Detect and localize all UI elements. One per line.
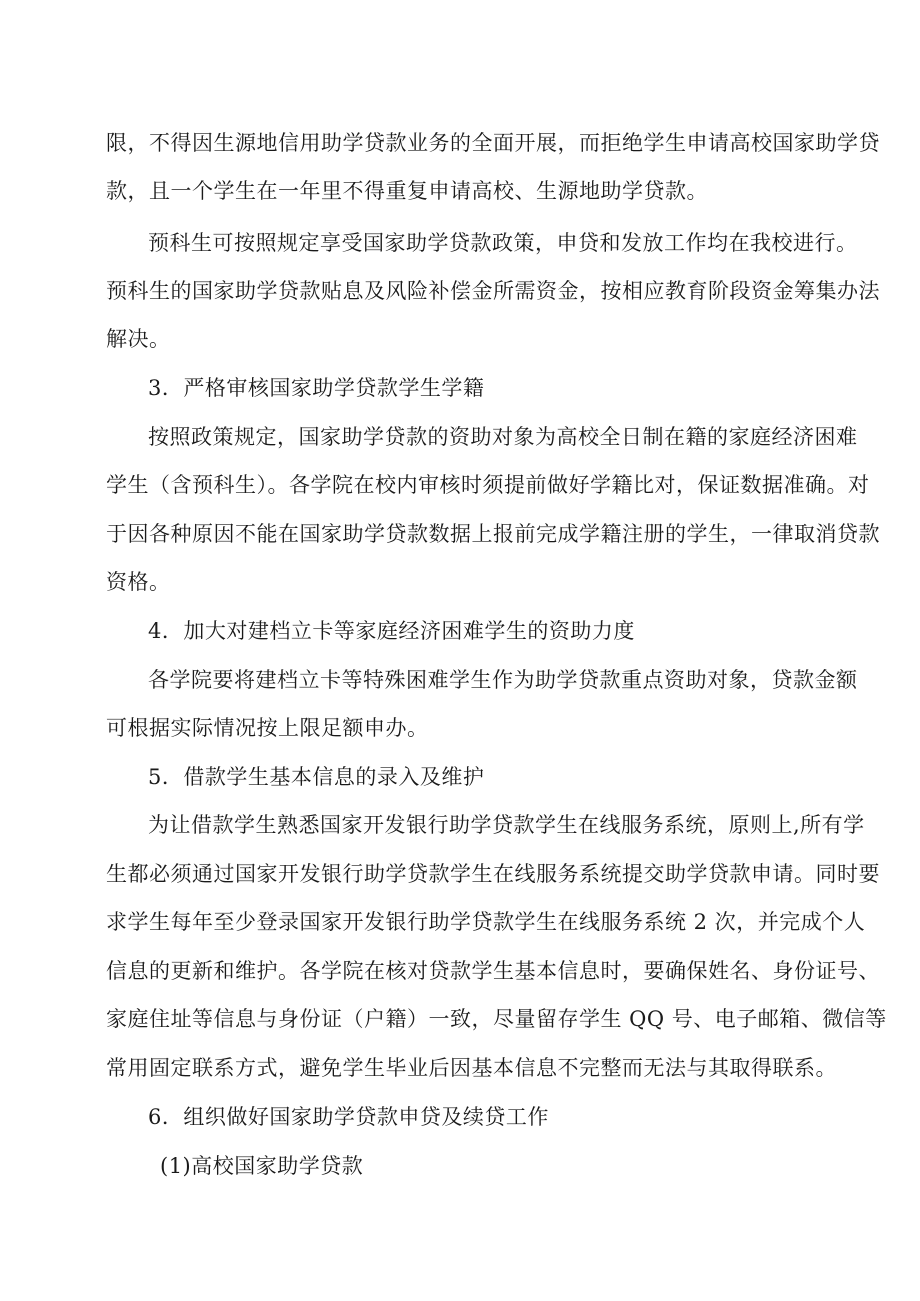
paragraph-line: 资格。: [106, 570, 171, 594]
paragraph-line: 预科生可按照规定享受国家助学贷款政策，申贷和发放工作均在我校进行。: [148, 231, 858, 255]
paragraph-line: 预科生的国家助学贷款贴息及风险补偿金所需资金，按相应教育阶段资金筹集办法: [106, 279, 880, 303]
subsection-heading: (1)高校国家助学贷款: [160, 1154, 364, 1178]
paragraph-line: 按照政策规定，国家助学贷款的资助对象为高校全日制在籍的家庭经济困难: [148, 425, 858, 449]
paragraph-line: 学生（含预科生）。各学院在校内审核时须提前做好学籍比对，保证数据准确。对: [106, 473, 870, 497]
section-heading-5: 5．借款学生基本信息的录入及维护: [148, 765, 485, 789]
section-heading-3: 3．严格审核国家助学贷款学生学籍: [148, 376, 485, 400]
paragraph-line: 解决。: [106, 327, 171, 351]
paragraph-line: 限，不得因生源地信用助学贷款业务的全面开展，而拒绝学生申请高校国家助学贷: [106, 131, 880, 155]
paragraph-line: 为让借款学生熟悉国家开发银行助学贷款学生在线服务系统，原则上,所有学: [148, 813, 865, 837]
paragraph-line: 款，且一个学生在一年里不得重复申请高校、生源地助学贷款。: [106, 179, 708, 203]
paragraph-line: 求学生每年至少登录国家开发银行助学贷款学生在线服务系统 2 次，并完成个人: [106, 910, 866, 934]
paragraph-line: 常用固定联系方式，避免学生毕业后因基本信息不完整而无法与其取得联系。: [106, 1056, 837, 1080]
paragraph-line: 家庭住址等信息与身份证（户籍）一致，尽量留存学生 QQ 号、电子邮箱、微信等: [106, 1007, 887, 1031]
section-heading-6: 6．组织做好国家助学贷款申贷及续贷工作: [148, 1105, 549, 1129]
paragraph-line: 于因各种原因不能在国家助学贷款数据上报前完成学籍注册的学生，一律取消贷款: [106, 522, 880, 546]
paragraph-line: 信息的更新和维护。各学院在核对贷款学生基本信息时，要确保姓名、身份证号、: [106, 959, 880, 983]
paragraph-line: 生都必须通过国家开发银行助学贷款学生在线服务系统提交助学贷款申请。同时要: [106, 862, 880, 886]
paragraph-line: 各学院要将建档立卡等特殊困难学生作为助学贷款重点资助对象，贷款金额: [148, 668, 858, 692]
paragraph-line: 可根据实际情况按上限足额申办。: [106, 716, 429, 740]
section-heading-4: 4．加大对建档立卡等家庭经济困难学生的资助力度: [148, 619, 635, 643]
